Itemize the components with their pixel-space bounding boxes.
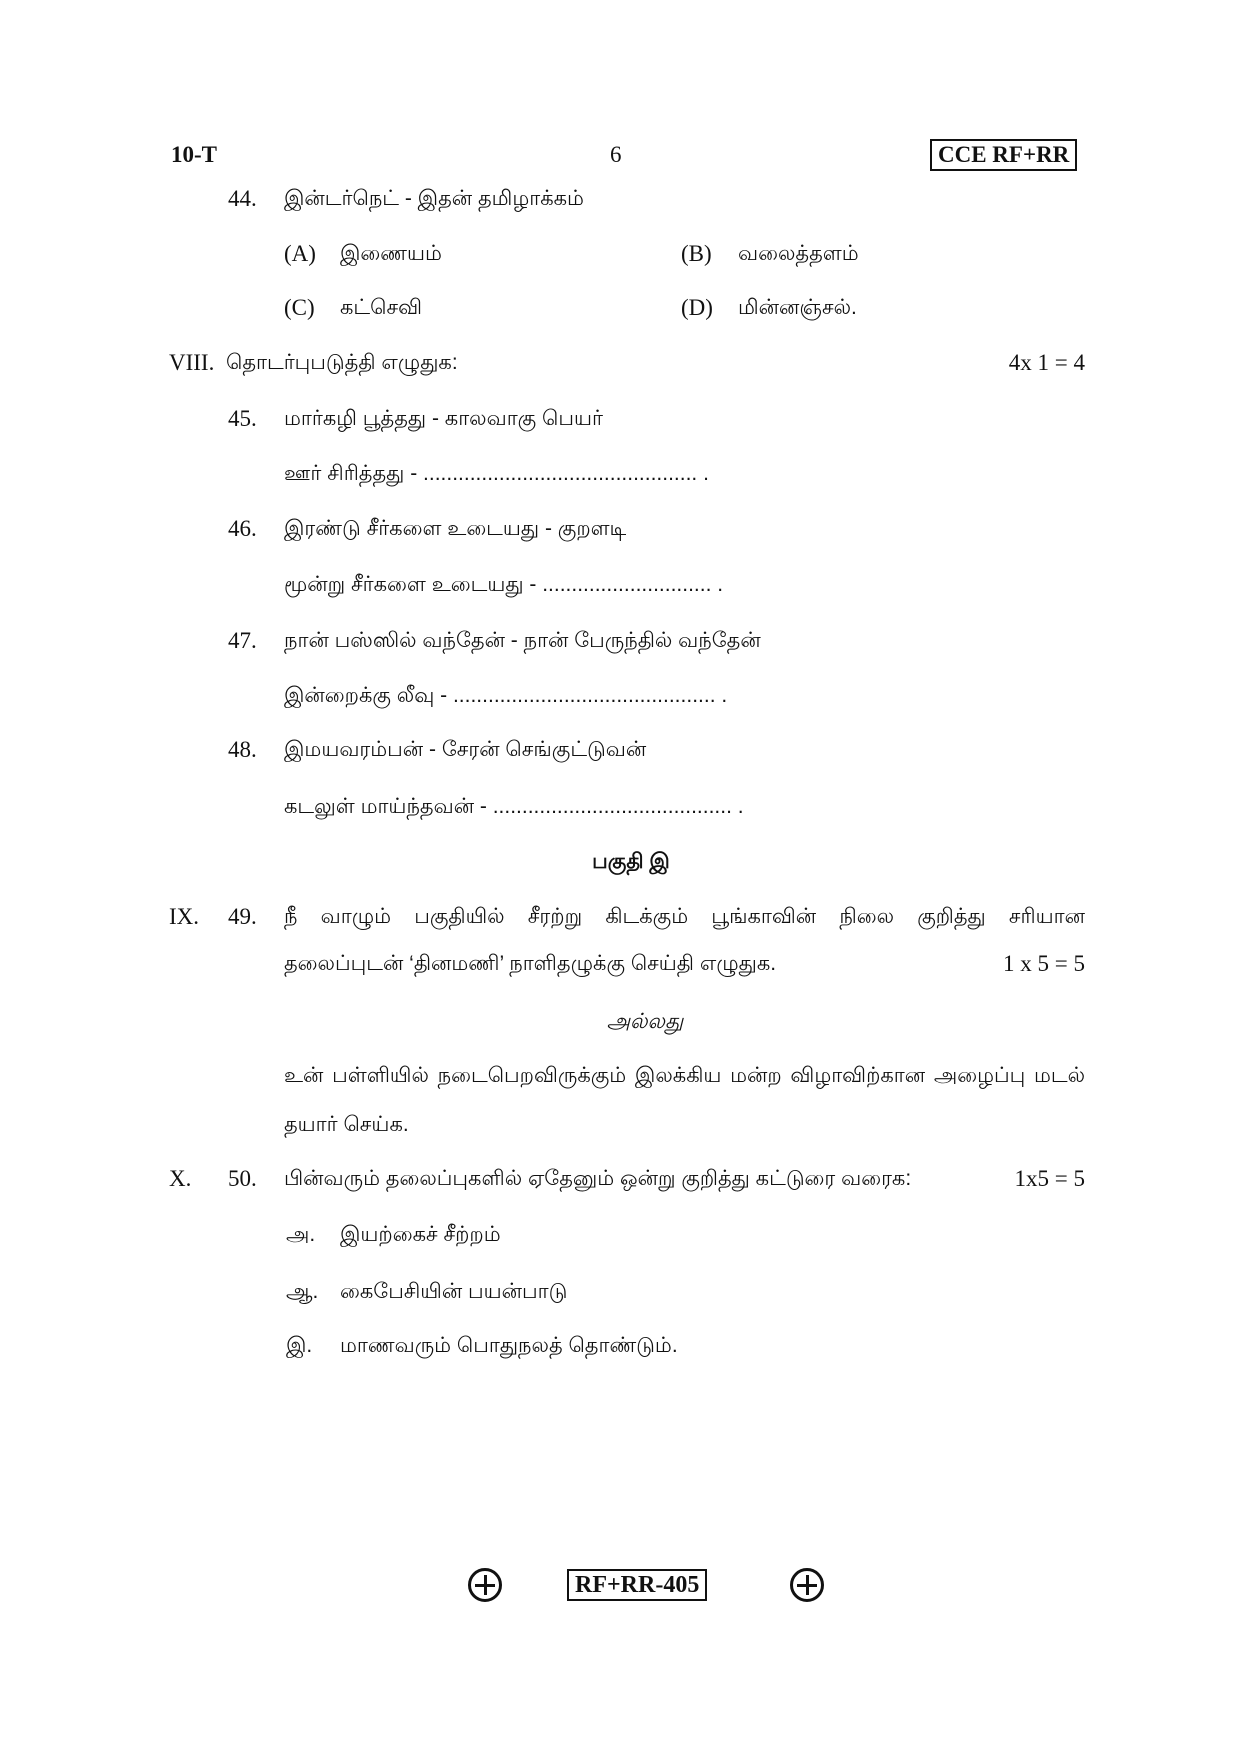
section-roman: VIII. bbox=[169, 350, 215, 375]
alternative-text: உன் பள்ளியில் நடைபெறவிருக்கும் இலக்கிய மன்ற விழாவிற்கான அழைப்பு மடல் bbox=[284, 1064, 1085, 1087]
option-label: இ. bbox=[286, 1334, 313, 1357]
option-text: வலைத்தளம் bbox=[738, 242, 859, 265]
option-text: கட்செவி bbox=[340, 296, 423, 319]
answer-blank: ஊர் சிரித்தது - ............................................... . bbox=[284, 462, 709, 485]
question-text: நீ வாழும் பகுதியில் சீரற்று கிடக்கும் பூங்காவின் நிலை குறித்து சரியான bbox=[284, 905, 1085, 928]
header-badge: CCE RF+RR bbox=[930, 139, 1077, 171]
or-separator: அல்லது bbox=[606, 1010, 684, 1033]
question-number: 50. bbox=[228, 1166, 257, 1191]
question-number: 49. bbox=[228, 904, 257, 929]
part-heading: பகுதி இ bbox=[592, 850, 670, 873]
section-marks: 1 x 5 = 5 bbox=[1003, 951, 1085, 976]
footer-code: RF+RR-405 bbox=[567, 1569, 707, 1601]
question-text: இமயவரம்பன் - சேரன் செங்குட்டுவன் bbox=[284, 738, 647, 761]
option-text: மாணவரும் பொதுநலத் தொண்டும். bbox=[340, 1334, 678, 1357]
answer-blank: கடலுள் மாய்ந்தவன் - ......................................... . bbox=[284, 795, 744, 818]
question-text: இரண்டு சீர்களை உடையது - குறளடி bbox=[284, 517, 627, 540]
section-title: தொடர்புபடுத்தி எழுதுக: bbox=[226, 351, 458, 374]
option-label: (D) bbox=[681, 295, 713, 320]
paper-code: 10-T bbox=[171, 142, 217, 167]
option-label: அ. bbox=[286, 1223, 316, 1246]
registration-plus-icon bbox=[468, 1568, 502, 1602]
question-text: பின்வரும் தலைப்புகளில் ஏதேனும் ஒன்று குறித்து கட்டுரை வரைக: bbox=[284, 1167, 912, 1190]
question-number: 48. bbox=[228, 737, 257, 762]
section-marks: 1x5 = 5 bbox=[1014, 1166, 1085, 1191]
answer-blank: மூன்று சீர்களை உடையது - ............................. . bbox=[284, 573, 724, 596]
section-roman: X. bbox=[169, 1166, 192, 1191]
question-number: 46. bbox=[228, 516, 257, 541]
option-text: இணையம் bbox=[340, 242, 442, 265]
question-text: மார்கழி பூத்தது - காலவாகு பெயர் bbox=[284, 407, 603, 430]
answer-blank: இன்றைக்கு லீவு - ............................................. . bbox=[284, 684, 728, 707]
question-number: 44. bbox=[228, 186, 257, 211]
option-text: கைபேசியின் பயன்பாடு bbox=[340, 1280, 568, 1303]
option-label: ஆ. bbox=[286, 1280, 319, 1303]
section-marks: 4x 1 = 4 bbox=[1008, 350, 1085, 375]
option-label: (B) bbox=[681, 241, 712, 266]
option-text: இயற்கைச் சீற்றம் bbox=[340, 1223, 501, 1246]
question-number: 45. bbox=[228, 406, 257, 431]
page-number: 6 bbox=[610, 142, 622, 167]
option-label: (A) bbox=[284, 241, 316, 266]
section-roman: IX. bbox=[169, 904, 200, 929]
question-number: 47. bbox=[228, 628, 257, 653]
alternative-text-cont: தயார் செய்க. bbox=[284, 1113, 409, 1136]
option-label: (C) bbox=[284, 295, 315, 320]
option-text: மின்னஞ்சல். bbox=[738, 296, 857, 319]
question-text: இன்டர்நெட் - இதன் தமிழாக்கம் bbox=[284, 187, 584, 210]
question-text-cont: தலைப்புடன் ‘தினமணி’ நாளிதழுக்கு செய்தி எழுதுக. bbox=[284, 952, 777, 975]
question-text: நான் பஸ்ஸில் வந்தேன் - நான் பேருந்தில் வந்தேன் bbox=[284, 629, 761, 652]
registration-plus-icon bbox=[790, 1568, 824, 1602]
